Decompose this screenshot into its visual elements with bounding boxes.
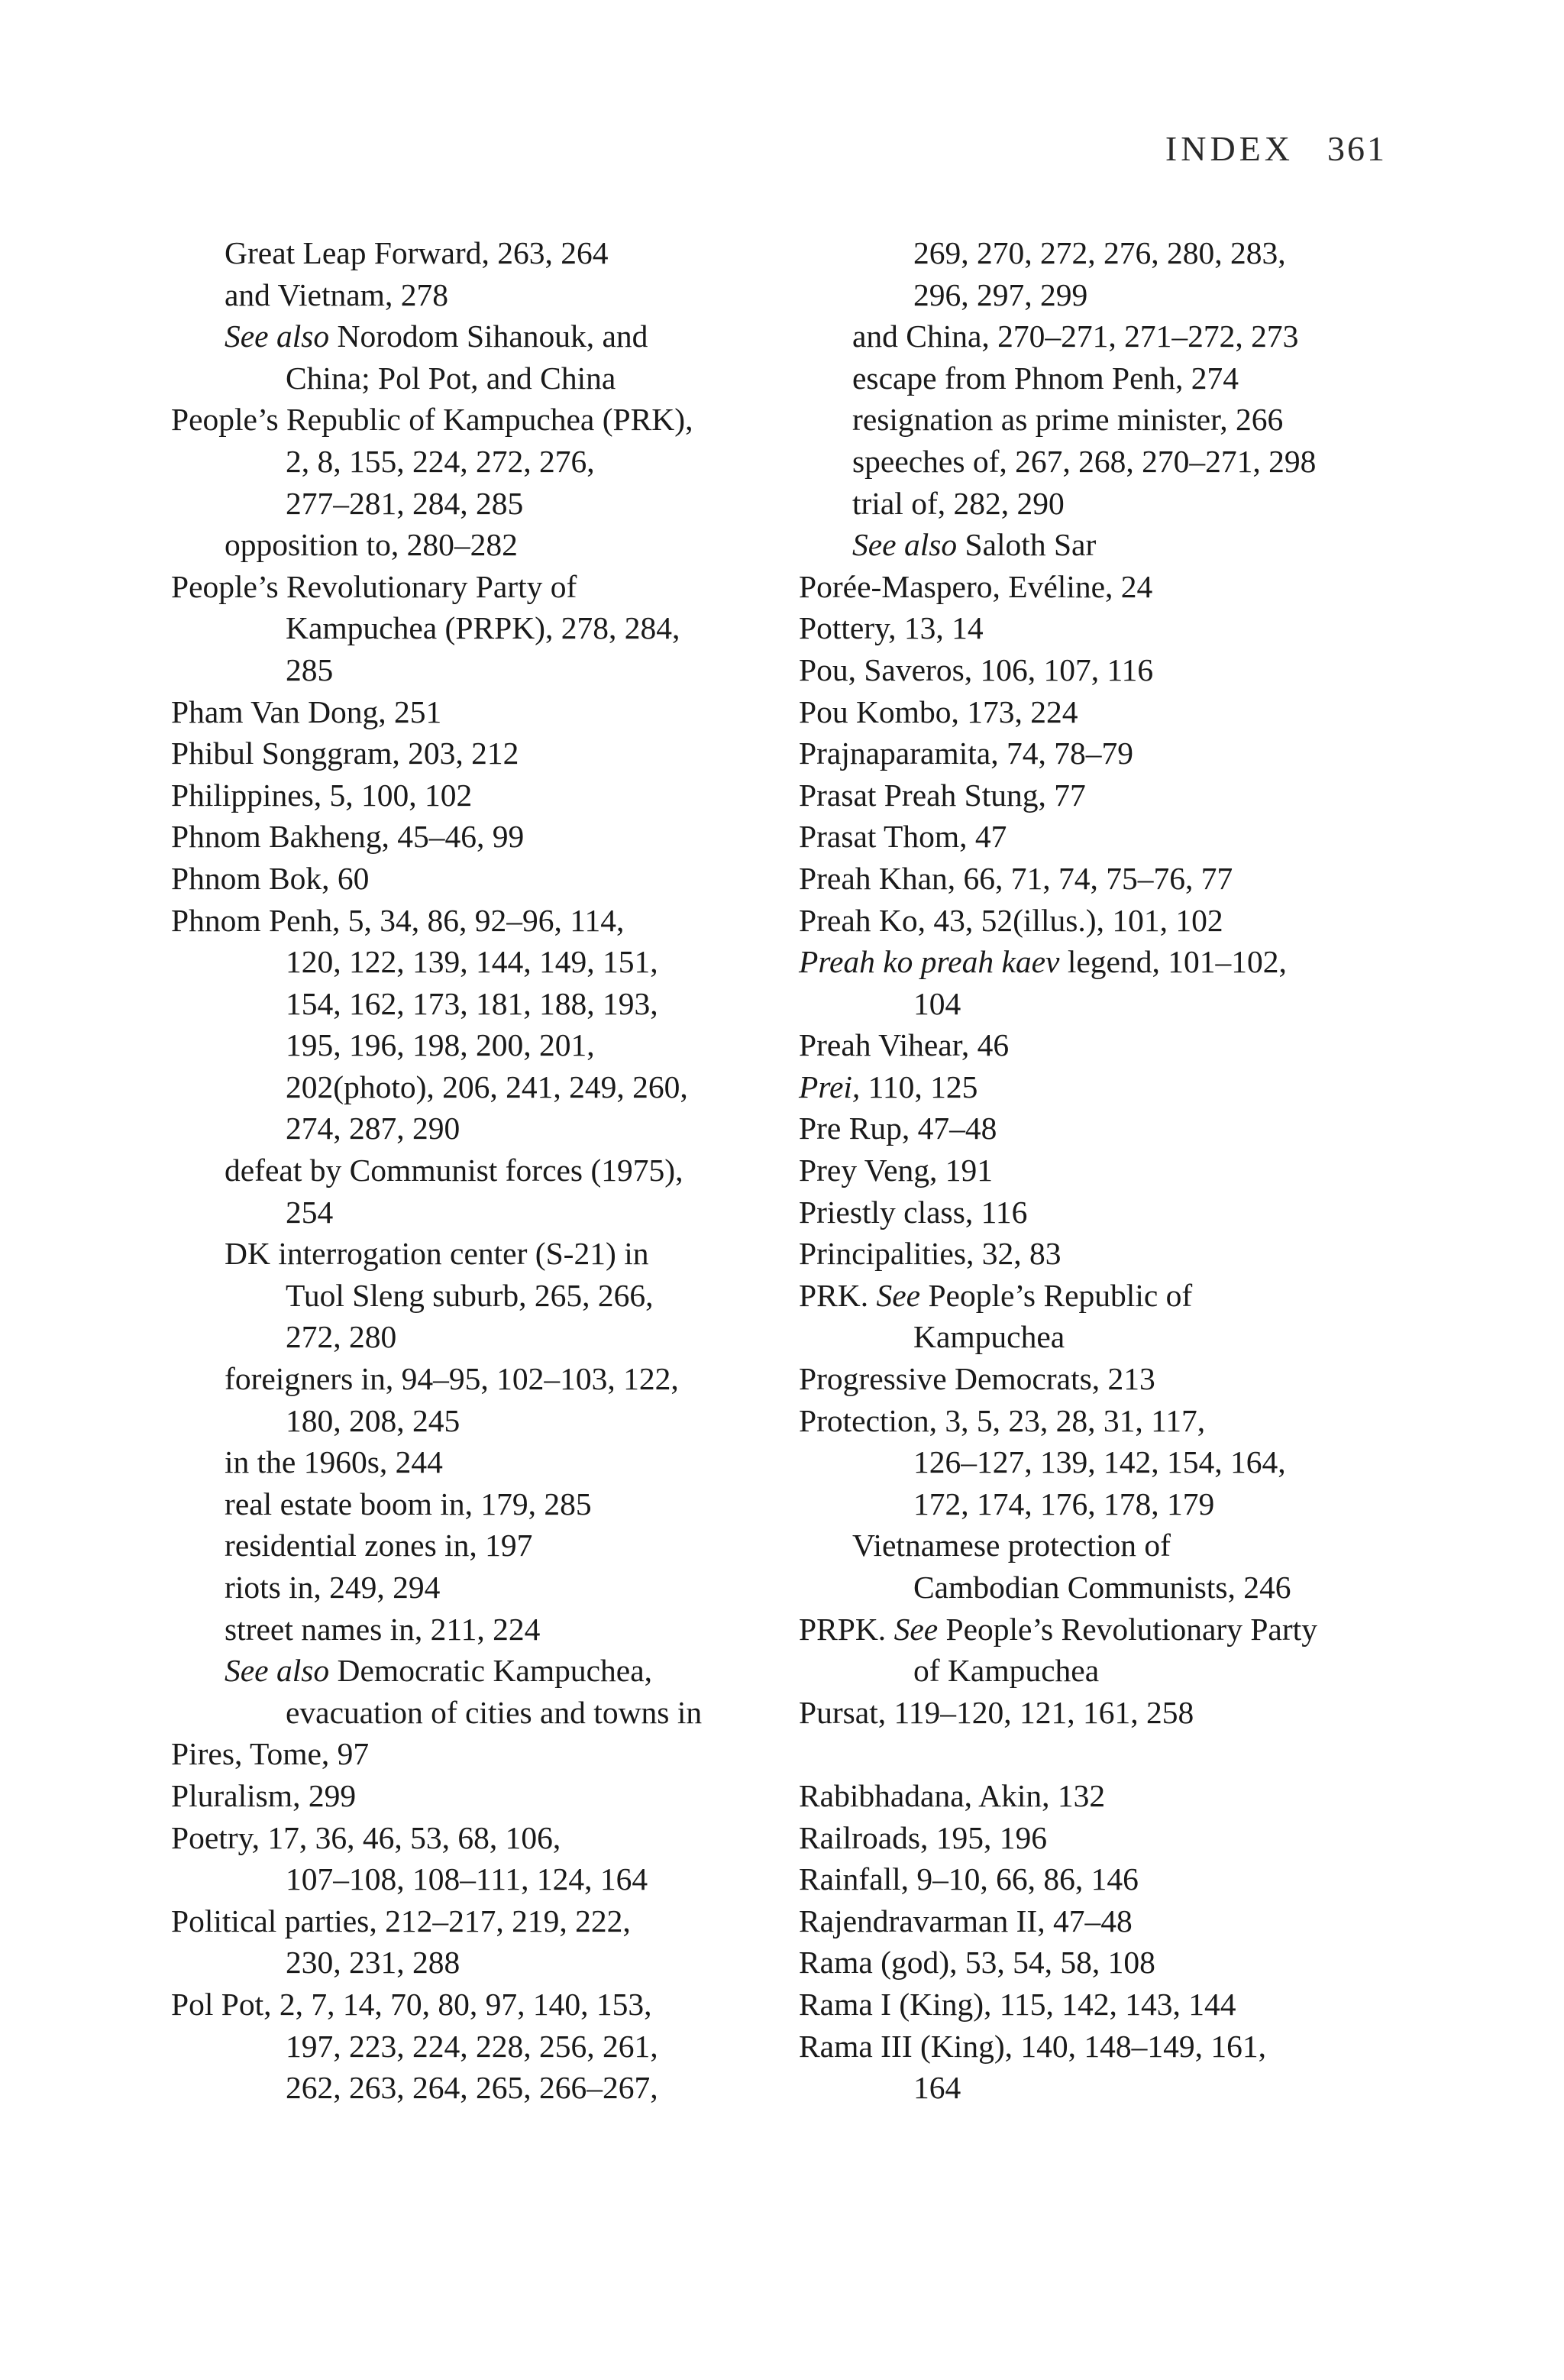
index-entry bbox=[799, 1775, 1402, 1817]
index-subentry bbox=[171, 524, 774, 566]
entry-text: Political parties, 212–217, 219, 222, bbox=[171, 1903, 631, 1939]
index-continuation bbox=[171, 1316, 774, 1358]
entry-text: residential zones in, 197 bbox=[225, 1528, 533, 1563]
entry-text: PRK. bbox=[799, 1277, 877, 1313]
index-entry bbox=[171, 691, 774, 733]
index-continuation bbox=[171, 2026, 774, 2068]
entry-text: Rabibhadana, Akin, 132 bbox=[799, 1777, 1106, 1813]
entry-text: foreigners in, 94–95, 102–103, 122, bbox=[225, 1361, 679, 1397]
entry-text: Preah Khan, 66, 71, 74, 75–76, 77 bbox=[799, 860, 1233, 896]
index-entry bbox=[799, 941, 1402, 983]
entry-text: Preah Vihear, 46 bbox=[799, 1027, 1010, 1063]
entry-text: defeat by Communist forces (1975), bbox=[225, 1153, 683, 1188]
italic-text: Preah ko preah kaev bbox=[799, 944, 1060, 980]
index-column-left bbox=[171, 232, 774, 2109]
index-subentry bbox=[171, 1525, 774, 1567]
index-continuation bbox=[171, 1400, 774, 1442]
index-entry bbox=[171, 816, 774, 858]
running-head bbox=[1165, 128, 1387, 169]
index-entry bbox=[799, 1066, 1402, 1108]
index-entry bbox=[799, 1108, 1402, 1150]
entry-text: Rama I (King), 115, 142, 143, 144 bbox=[799, 1986, 1236, 2022]
entry-text: legend, 101–102, bbox=[1059, 944, 1287, 980]
index-subentry bbox=[799, 524, 1402, 566]
index-entry bbox=[799, 1858, 1402, 1900]
entry-text: Rajendravarman II, 47–48 bbox=[799, 1903, 1133, 1939]
entry-text: and China, 270–271, 271–272, 273 bbox=[852, 319, 1299, 354]
entry-text: Rainfall, 9–10, 66, 86, 146 bbox=[799, 1861, 1139, 1897]
index-continuation bbox=[171, 649, 774, 691]
index-continuation bbox=[799, 1441, 1402, 1483]
entry-text: 202(photo), 206, 241, 249, 260, bbox=[286, 1069, 688, 1104]
entry-text: escape from Phnom Penh, 274 bbox=[852, 360, 1239, 396]
entry-text: Kampuchea bbox=[913, 1319, 1065, 1355]
index-continuation bbox=[171, 1108, 774, 1150]
index-continuation bbox=[171, 1692, 774, 1734]
entry-text: Prey Veng, 191 bbox=[799, 1153, 993, 1188]
entry-text: People’s Revolutionary Party bbox=[938, 1611, 1317, 1647]
entry-text: 296, 297, 299 bbox=[913, 276, 1088, 312]
page-number: 361 bbox=[1327, 129, 1387, 168]
entry-text: Norodom Sihanouk, and bbox=[329, 319, 648, 354]
index-entry bbox=[799, 1400, 1402, 1442]
index-entry bbox=[799, 607, 1402, 649]
entry-text: DK interrogation center (S-21) in bbox=[225, 1236, 649, 1272]
index-entry bbox=[799, 1358, 1402, 1400]
entry-text: real estate boom in, 179, 285 bbox=[225, 1486, 592, 1521]
italic-text: See also bbox=[852, 527, 958, 563]
index-entry bbox=[171, 858, 774, 900]
entry-text: Phnom Penh, 5, 34, 86, 92–96, 114, bbox=[171, 902, 625, 938]
entry-text: Phnom Bok, 60 bbox=[171, 860, 370, 896]
entry-text: Pol Pot, 2, 7, 14, 70, 80, 97, 140, 153, bbox=[171, 1986, 652, 2022]
entry-text: Poetry, 17, 36, 46, 53, 68, 106, bbox=[171, 1819, 561, 1855]
index-continuation bbox=[171, 941, 774, 983]
entry-text: Priestly class, 116 bbox=[799, 1194, 1028, 1230]
index-continuation bbox=[799, 274, 1402, 316]
index-entry bbox=[171, 732, 774, 774]
index-continuation bbox=[171, 357, 774, 399]
index-continuation bbox=[171, 1858, 774, 1900]
index-subentry bbox=[171, 1567, 774, 1609]
entry-text: Railroads, 195, 196 bbox=[799, 1819, 1048, 1855]
index-entry bbox=[799, 649, 1402, 691]
entry-text: Prasat Thom, 47 bbox=[799, 819, 1007, 855]
entry-text: Pre Rup, 47–48 bbox=[799, 1111, 997, 1146]
index-continuation bbox=[171, 1024, 774, 1066]
index-entry bbox=[171, 399, 774, 441]
index-continuation bbox=[799, 1650, 1402, 1692]
index-continuation bbox=[171, 607, 774, 649]
entry-text: Democratic Kampuchea, bbox=[329, 1653, 653, 1689]
index-entry bbox=[171, 566, 774, 608]
entry-text: People’s Revolutionary Party of bbox=[171, 568, 577, 604]
index-entry bbox=[799, 566, 1402, 608]
section-gap bbox=[799, 1733, 1402, 1775]
index-column-right bbox=[799, 232, 1402, 2109]
entry-text: Preah Ko, 43, 52(illus.), 101, 102 bbox=[799, 902, 1223, 938]
entry-text: resignation as prime minister, 266 bbox=[852, 402, 1284, 438]
entry-text: 164 bbox=[913, 2070, 961, 2106]
index-entry bbox=[799, 1692, 1402, 1734]
index-subentry bbox=[799, 399, 1402, 441]
entry-text: Rama (god), 53, 54, 58, 108 bbox=[799, 1945, 1155, 1981]
index-continuation bbox=[799, 1567, 1402, 1609]
entry-text: 230, 231, 288 bbox=[286, 1945, 460, 1981]
entry-text: Porée-Maspero, Evéline, 24 bbox=[799, 568, 1153, 604]
running-head-title: INDEX bbox=[1165, 129, 1294, 168]
index-entry bbox=[799, 1942, 1402, 1984]
italic-text: See also bbox=[225, 1653, 330, 1689]
entry-text: trial of, 282, 290 bbox=[852, 485, 1065, 521]
entry-text: of Kampuchea bbox=[913, 1653, 1100, 1689]
entry-text: Tuol Sleng suburb, 265, 266, bbox=[286, 1277, 654, 1313]
index-entry bbox=[171, 900, 774, 942]
index-continuation bbox=[171, 2067, 774, 2109]
index-subentry bbox=[799, 483, 1402, 525]
index-entry bbox=[171, 1817, 774, 1859]
entry-text: Prasat Preah Stung, 77 bbox=[799, 777, 1086, 813]
index-entry bbox=[171, 1984, 774, 2026]
index-entry bbox=[799, 691, 1402, 733]
entry-text: 154, 162, 173, 181, 188, 193, bbox=[286, 985, 658, 1021]
entry-text: Progressive Democrats, 213 bbox=[799, 1361, 1155, 1397]
index-subentry bbox=[171, 274, 774, 316]
entry-text: Pou Kombo, 173, 224 bbox=[799, 694, 1078, 729]
entry-text: People’s Republic of bbox=[920, 1277, 1193, 1313]
entry-text: 120, 122, 139, 144, 149, 151, bbox=[286, 944, 658, 980]
entry-text: opposition to, 280–282 bbox=[225, 527, 518, 563]
index-entry bbox=[171, 1900, 774, 1942]
index-entry bbox=[799, 1984, 1402, 2026]
index-entry bbox=[171, 1775, 774, 1817]
entry-text: 110, 125 bbox=[860, 1069, 978, 1104]
entry-text: in the 1960s, 244 bbox=[225, 1444, 443, 1480]
index-subentry bbox=[171, 1233, 774, 1275]
entry-text: Saloth Sar bbox=[957, 527, 1097, 563]
index-subentry bbox=[799, 315, 1402, 357]
entry-text: 2, 8, 155, 224, 272, 276, bbox=[286, 443, 595, 479]
index-continuation bbox=[171, 441, 774, 483]
index-entry bbox=[799, 732, 1402, 774]
index-subentry bbox=[799, 441, 1402, 483]
index-subentry bbox=[171, 1609, 774, 1651]
entry-text: 197, 223, 224, 228, 256, 261, bbox=[286, 2028, 658, 2064]
index-subentry bbox=[171, 232, 774, 274]
entry-text: Pou, Saveros, 106, 107, 116 bbox=[799, 652, 1154, 687]
index-continuation bbox=[171, 1275, 774, 1317]
index-subentry bbox=[171, 1358, 774, 1400]
index-continuation bbox=[171, 983, 774, 1025]
entry-text: 180, 208, 245 bbox=[286, 1402, 460, 1438]
entry-text: Pottery, 13, 14 bbox=[799, 610, 984, 646]
index-continuation bbox=[171, 1066, 774, 1108]
index-entry bbox=[799, 1192, 1402, 1234]
index-entry bbox=[799, 1275, 1402, 1317]
italic-text: See bbox=[876, 1277, 921, 1313]
entry-text: 285 bbox=[286, 652, 334, 687]
index-entry bbox=[171, 1733, 774, 1775]
index-subentry bbox=[171, 1483, 774, 1525]
entry-text: Rama III (King), 140, 148–149, 161, bbox=[799, 2028, 1267, 2064]
entry-text: evacuation of cities and towns in bbox=[286, 1694, 703, 1730]
index-entry bbox=[799, 2026, 1402, 2068]
index-continuation bbox=[799, 983, 1402, 1025]
entry-text: Cambodian Communists, 246 bbox=[913, 1570, 1291, 1605]
entry-text: 104 bbox=[913, 985, 961, 1021]
italic-text: Prei, bbox=[799, 1069, 861, 1104]
entry-text: 274, 287, 290 bbox=[286, 1111, 460, 1146]
index-subentry bbox=[171, 1441, 774, 1483]
entry-text: Phnom Bakheng, 45–46, 99 bbox=[171, 819, 525, 855]
index-entry bbox=[799, 1233, 1402, 1275]
index-entry bbox=[171, 774, 774, 817]
entry-text: Vietnamese protection of bbox=[852, 1528, 1171, 1563]
index-continuation bbox=[799, 2067, 1402, 2109]
index-entry bbox=[799, 1900, 1402, 1942]
italic-text: See also bbox=[225, 319, 330, 354]
index-entry bbox=[799, 900, 1402, 942]
italic-text: See bbox=[893, 1611, 939, 1647]
index-entry bbox=[799, 858, 1402, 900]
entry-text: and Vietnam, 278 bbox=[225, 276, 448, 312]
entry-text: People’s Republic of Kampuchea (PRK), bbox=[171, 402, 693, 438]
entry-text: Pham Van Dong, 251 bbox=[171, 694, 442, 729]
entry-text: Pluralism, 299 bbox=[171, 1777, 357, 1813]
index-entry bbox=[799, 1609, 1402, 1651]
entry-text: Prajnaparamita, 74, 78–79 bbox=[799, 736, 1133, 771]
entry-text: PRPK. bbox=[799, 1611, 894, 1647]
entry-text: Kampuchea (PRPK), 278, 284, bbox=[286, 610, 680, 646]
index-subentry bbox=[171, 1650, 774, 1692]
index-continuation bbox=[799, 1483, 1402, 1525]
index-subentry bbox=[171, 1150, 774, 1192]
entry-text: 254 bbox=[286, 1194, 334, 1230]
entry-text: Pires, Tome, 97 bbox=[171, 1736, 370, 1772]
entry-text: riots in, 249, 294 bbox=[225, 1570, 441, 1605]
entry-text: Philippines, 5, 100, 102 bbox=[171, 777, 473, 813]
entry-text: China; Pol Pot, and China bbox=[286, 360, 616, 396]
entry-text: speeches of, 267, 268, 270–271, 298 bbox=[852, 443, 1317, 479]
entry-text: street names in, 211, 224 bbox=[225, 1611, 541, 1647]
entry-text: Great Leap Forward, 263, 264 bbox=[225, 235, 609, 270]
entry-text: 272, 280 bbox=[286, 1319, 397, 1355]
entry-text: 269, 270, 272, 276, 280, 283, bbox=[913, 235, 1286, 270]
index-entry bbox=[799, 816, 1402, 858]
index-entry bbox=[799, 774, 1402, 817]
index-continuation bbox=[799, 1316, 1402, 1358]
entry-text: 107–108, 108–111, 124, 164 bbox=[286, 1861, 648, 1897]
entry-text: 172, 174, 176, 178, 179 bbox=[913, 1486, 1215, 1521]
entry-text: 195, 196, 198, 200, 201, bbox=[286, 1027, 595, 1063]
index-entry bbox=[799, 1150, 1402, 1192]
index-entry bbox=[799, 1024, 1402, 1066]
index-entry bbox=[799, 1817, 1402, 1859]
entry-text: 262, 263, 264, 265, 266–267, bbox=[286, 2070, 658, 2106]
index-continuation bbox=[799, 232, 1402, 274]
index-continuation bbox=[171, 1192, 774, 1234]
entry-text: Protection, 3, 5, 23, 28, 31, 117, bbox=[799, 1402, 1206, 1438]
index-continuation bbox=[171, 483, 774, 525]
entry-text: 277–281, 284, 285 bbox=[286, 485, 524, 521]
index-continuation bbox=[171, 1942, 774, 1984]
index-subentry bbox=[171, 315, 774, 357]
entry-text: Phibul Songgram, 203, 212 bbox=[171, 736, 519, 771]
entry-text: Principalities, 32, 83 bbox=[799, 1236, 1062, 1272]
index-subentry bbox=[799, 357, 1402, 399]
entry-text: 126–127, 139, 142, 154, 164, bbox=[913, 1444, 1286, 1480]
entry-text: Pursat, 119–120, 121, 161, 258 bbox=[799, 1694, 1194, 1730]
index-subentry bbox=[799, 1525, 1402, 1567]
